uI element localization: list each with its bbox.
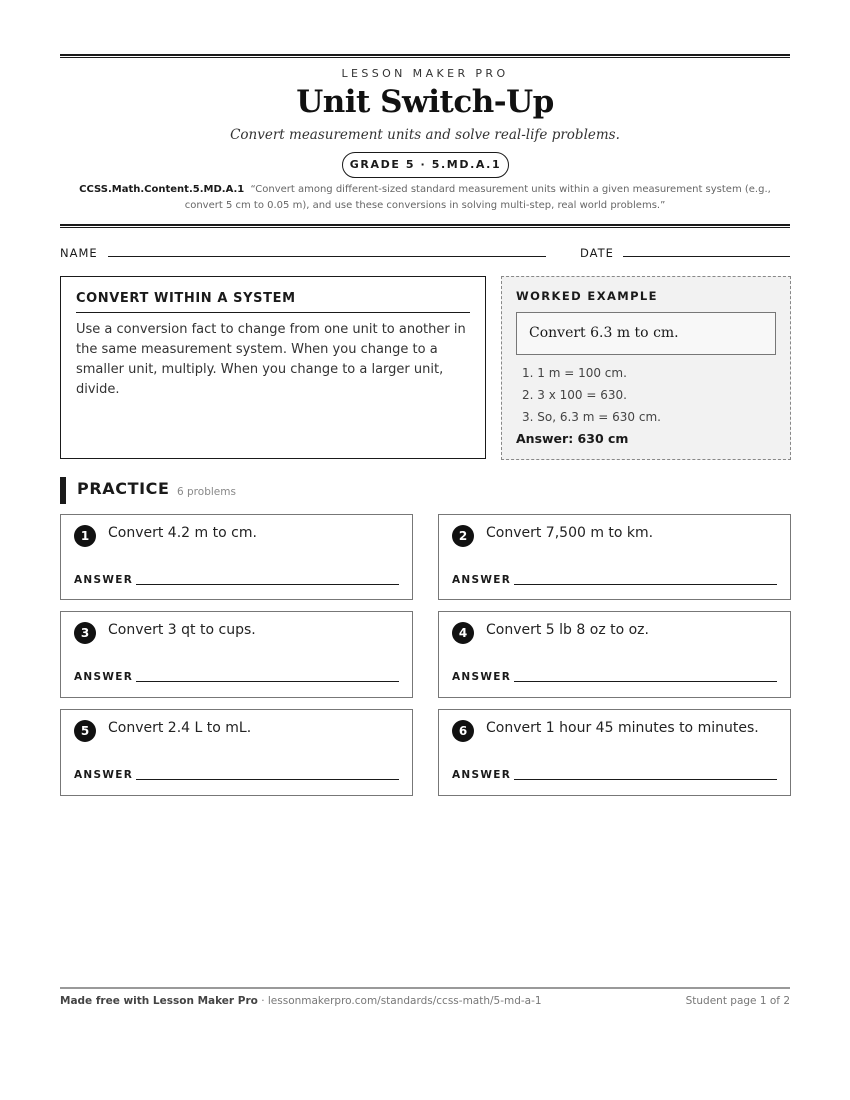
problem-question: Convert 4.2 m to cm. [108, 525, 257, 541]
worked-example-prompt: Convert 6.3 m to cm. [516, 312, 776, 355]
worked-example-step: 3. So, 6.3 m = 630 cm. [522, 410, 661, 424]
standard-description [60, 182, 790, 214]
answer-label: ANSWER [74, 574, 134, 586]
footer-rule [60, 987, 790, 989]
problem-question: Convert 2.4 L to mL. [108, 720, 252, 736]
worksheet-subtitle: Convert measurement units and solve real-life problems. [230, 127, 620, 143]
name-field[interactable] [108, 256, 546, 257]
problem-card [438, 514, 791, 600]
answer-label: ANSWER [74, 769, 134, 781]
problem-card [60, 514, 413, 600]
problem-number-badge: 1 [74, 525, 96, 547]
practice-accent-bar [60, 477, 66, 504]
footer-credit [60, 995, 542, 1007]
name-label: NAME [60, 246, 98, 260]
standard-code: CCSS.Math.Content.5.MD.A.1 [79, 184, 245, 195]
problem-question: Convert 3 qt to cups. [108, 622, 256, 638]
answer-field[interactable] [136, 584, 399, 585]
top-double-rule [60, 54, 790, 58]
problem-number-badge: 5 [74, 720, 96, 742]
worked-example-answer: Answer: 630 cm [516, 431, 629, 446]
worked-example-heading: WORKED EXAMPLE [516, 289, 658, 303]
answer-field[interactable] [514, 584, 777, 585]
worked-example-step: 2. 3 x 100 = 630. [522, 388, 627, 402]
date-label: DATE [580, 246, 614, 260]
answer-field[interactable] [136, 681, 399, 682]
problem-question: Convert 5 lb 8 oz to oz. [486, 622, 649, 638]
worked-example-steps [516, 362, 776, 428]
date-field[interactable] [623, 256, 790, 257]
problem-card [438, 709, 791, 796]
answer-label: ANSWER [452, 769, 512, 781]
practice-title: PRACTICE [77, 479, 170, 498]
answer-field[interactable] [514, 779, 777, 780]
problem-number-badge: 6 [452, 720, 474, 742]
problem-question: Convert 7,500 m to km. [486, 525, 654, 541]
worksheet-title: Unit Switch-Up [296, 84, 554, 120]
answer-field[interactable] [136, 779, 399, 780]
practice-count: 6 problems [177, 486, 236, 498]
standard-text: “Convert among different-sized standard measurement units within a given measurement system (e.g., convert 5 cm to 0.05 m), and use these conversions in solving multi-step, real world problems.” [184, 184, 771, 211]
answer-label: ANSWER [452, 574, 512, 586]
footer-made-with: Made free with Lesson Maker Pro [60, 995, 258, 1007]
concept-heading: CONVERT WITHIN A SYSTEM [76, 291, 470, 313]
worked-example-step: 1. 1 m = 100 cm. [522, 366, 627, 380]
footer-page-number: Student page 1 of 2 [685, 995, 790, 1007]
grade-standard-badge: GRADE 5 · 5.MD.A.1 [342, 152, 509, 178]
problem-question: Convert 1 hour 45 minutes to minutes. [486, 720, 759, 736]
problem-card [60, 611, 413, 698]
problem-card [438, 611, 791, 698]
footer-url[interactable]: · lessonmakerpro.com/standards/ccss-math/5-md-a-1 [257, 995, 542, 1007]
answer-field[interactable] [514, 681, 777, 682]
concept-box [60, 276, 486, 459]
header-bottom-rule [60, 224, 790, 228]
problem-number-badge: 3 [74, 622, 96, 644]
brand-name: LESSON MAKER PRO [341, 67, 509, 80]
concept-body: Use a conversion fact to change from one unit to another in the same measurement system. When you change to a smaller unit, multiply. When you change to a larger unit, divide. [76, 322, 466, 397]
worked-example-box [501, 276, 791, 460]
problem-number-badge: 2 [452, 525, 474, 547]
problem-card [60, 709, 413, 796]
answer-label: ANSWER [74, 671, 134, 683]
answer-label: ANSWER [452, 671, 512, 683]
problem-number-badge: 4 [452, 622, 474, 644]
